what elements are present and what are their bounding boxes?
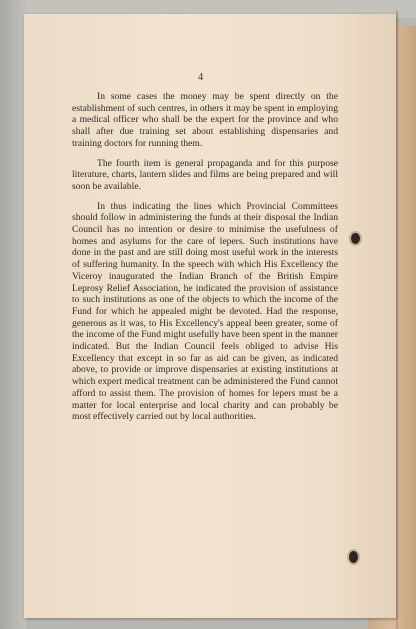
binding-hole-bottom [349, 551, 358, 563]
page-fold [396, 10, 400, 629]
binding-hole-top [351, 233, 360, 244]
paragraph-1: In some cases the money may be spent directly on the establishment of such centres, in others it may be spent in employing a medical officer who shall be the expert for the province and who shall after due training set about establishing dispensaries and training doctors for running them. [72, 91, 338, 149]
paragraph-3: In thus indicating the lines which Provincial Committees should follow in administering the funds at their disposal the Indian Council has no intention or desire to minimise the usefulness of homes and asylums for the care of lepers. Such institutions have done in the past and are still doing most useful work in the interests of suffering humanity. In the speech with which His Excellency the Viceroy inaugurated the Indian Branch of the British Empire Leprosy Relief Association, he indicated the provision of assistance to such institutions as one of the objects to which the income of the Fund for which he appealed might be devoted. Had the response, generous as it was, to His Excellency's appeal been greater, some of the income of the Fund might usefully have been spent in the manner indicated. But the Indian Council feels obliged to advise His Excellency that except in so far as aid can be given, as indicated above, to provide or improve dispensaries at existing institutions at which expert medical treatment can be administered the Fund cannot afford to assist them. The provision of homes for lepers must be a matter for local enterprise and local charity and can probably be most effectively carried out by local authorities. [72, 200, 338, 423]
background-edge [0, 0, 26, 629]
body-text [72, 91, 338, 431]
page-number: 4 [198, 72, 204, 83]
paragraph-2: The fourth item is general propaganda and for this purpose literature, charts, lantern slides and films are being prepared and will soon be available. [72, 157, 338, 192]
